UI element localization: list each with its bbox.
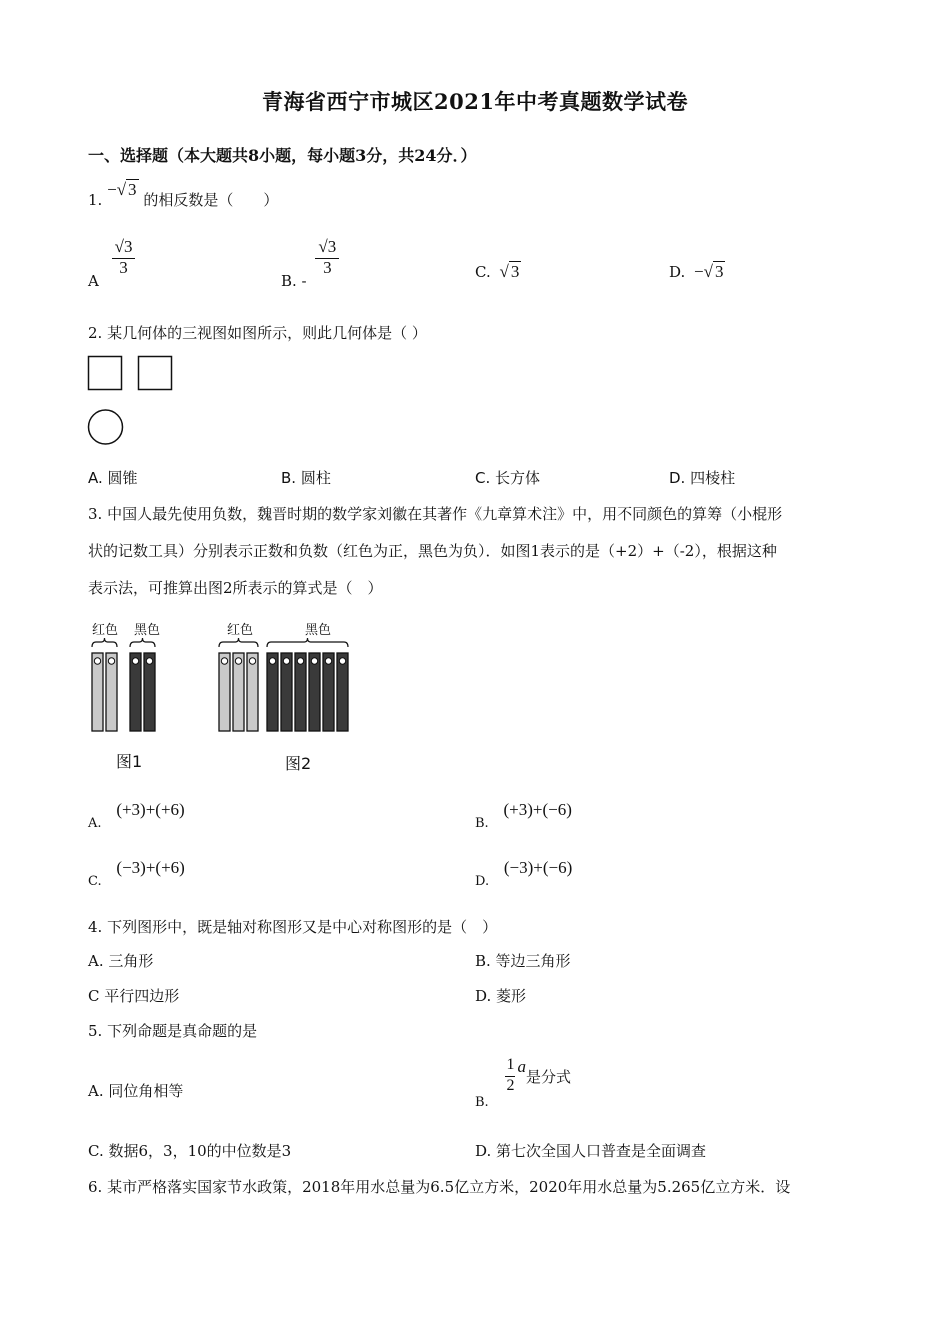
q3-option-b: B. (+3)+(−6) <box>475 800 572 831</box>
fig2-caption: 图2 <box>285 754 312 773</box>
red-rod <box>233 653 244 731</box>
red-rod-hole <box>249 658 255 664</box>
red-rod <box>247 653 258 731</box>
q2-option-d: D. 四棱柱 <box>669 469 736 487</box>
q1-stem-text: 的相反数是（ ） <box>143 191 279 209</box>
q1-number: 1. <box>88 191 103 209</box>
q3-line-1: 3. 中国人最先使用负数，魏晋时期的数学家刘徽在其著作《九章算术注》中，用不同颜色的算筹（小棍形 <box>88 505 783 523</box>
q1-expression: −√ 3 <box>107 180 137 199</box>
black-rod <box>267 653 278 731</box>
red-brace <box>219 638 258 647</box>
q1-stem-line <box>88 180 279 210</box>
side-view-square <box>139 357 172 390</box>
figure-2 <box>215 617 375 777</box>
section-heading: 一、选择题（本大题共8小题，每小题3分，共24分．） <box>88 146 477 165</box>
red-rod <box>92 653 103 731</box>
black-rod <box>281 653 292 731</box>
black-rod-hole <box>325 658 331 664</box>
q5-option-a: A. 同位角相等 <box>88 1082 184 1100</box>
q4-stem: 4. 下列图形中，既是轴对称图形又是中心对称图形的是（ ） <box>88 918 498 936</box>
black-rod <box>323 653 334 731</box>
q4-option-d: D. 菱形 <box>475 987 527 1005</box>
black-brace <box>267 638 348 647</box>
red-rod-hole <box>108 658 114 664</box>
three-view-figure <box>88 356 178 446</box>
red-rod-hole <box>235 658 241 664</box>
red-rod-hole <box>221 658 227 664</box>
black-rod-hole <box>283 658 289 664</box>
q6-line-1: 6. 某市严格落实国家节水政策，2018年用水总量为6.5亿立方米，2020年用水总量为5.265亿立方米．设 <box>88 1178 791 1196</box>
q2-stem: 2. 某几何体的三视图如图所示，则此几何体是（ ） <box>88 324 427 342</box>
red-rod <box>219 653 230 731</box>
q3-option-d: D. (−3)+(−6) <box>475 858 573 889</box>
fig2-red-label: 红色 <box>227 623 254 638</box>
q5-option-b: B. $\frac{1}{2}$ a是分式 <box>475 1056 571 1110</box>
black-rod-hole <box>339 658 345 664</box>
q3-option-a: A. (+3)+(+6) <box>88 800 185 831</box>
q1-option-d: D. −√ 3 <box>669 262 724 281</box>
q5-option-c: C. 数据6，3，10的中位数是3 <box>88 1142 292 1160</box>
q3-line-2: 状的记数工具）分别表示正数和负数（红色为正，黑色为负）．如图1表示的是（+2）+（-2），根据这种 <box>88 542 777 560</box>
q2-option-c: C. 长方体 <box>475 469 541 487</box>
black-rod <box>295 653 306 731</box>
page-title: 青海省西宁市城区2021年中考真题数学试卷 <box>262 89 688 114</box>
top-view-circle <box>89 410 123 444</box>
q5-stem: 5. 下列命题是真命题的是 <box>88 1022 258 1040</box>
q4-option-b: B. 等边三角形 <box>475 952 571 970</box>
figure-1 <box>88 617 178 777</box>
q4-option-c: C 平行四边形 <box>88 987 180 1005</box>
red-rod <box>106 653 117 731</box>
black-rod-hole <box>132 658 138 664</box>
q2-option-a: A. 圆锥 <box>88 469 138 487</box>
q4-option-a: A. 三角形 <box>88 952 154 970</box>
q1-option-b: B. - $\frac{√3}{3}$ <box>281 238 339 277</box>
fig1-black-label: 黑色 <box>134 623 161 638</box>
black-brace <box>130 638 155 647</box>
q5-option-d: D. 第七次全国人口普查是全面调查 <box>475 1142 707 1160</box>
red-rod-hole <box>94 658 100 664</box>
fig1-red-label: 红色 <box>92 623 119 638</box>
black-rod <box>337 653 348 731</box>
black-rod-hole <box>269 658 275 664</box>
black-rod-hole <box>146 658 152 664</box>
q1-option-a: A $\frac{√3}{3}$ <box>88 238 135 277</box>
fig1-caption: 图1 <box>116 752 143 771</box>
black-rod-hole <box>297 658 303 664</box>
black-rod <box>130 653 141 731</box>
fig2-black-label: 黑色 <box>305 623 332 638</box>
q1-option-c: C. √ 3 <box>475 262 520 281</box>
q2-option-b: B. 圆柱 <box>281 469 331 487</box>
q3-line-3: 表示法，可推算出图2所表示的算式是（ ） <box>88 579 383 597</box>
black-rod-hole <box>311 658 317 664</box>
q3-option-c: C. (−3)+(+6) <box>88 858 185 889</box>
front-view-square <box>89 357 122 390</box>
black-rod <box>309 653 320 731</box>
red-brace <box>92 638 117 647</box>
black-rod <box>144 653 155 731</box>
